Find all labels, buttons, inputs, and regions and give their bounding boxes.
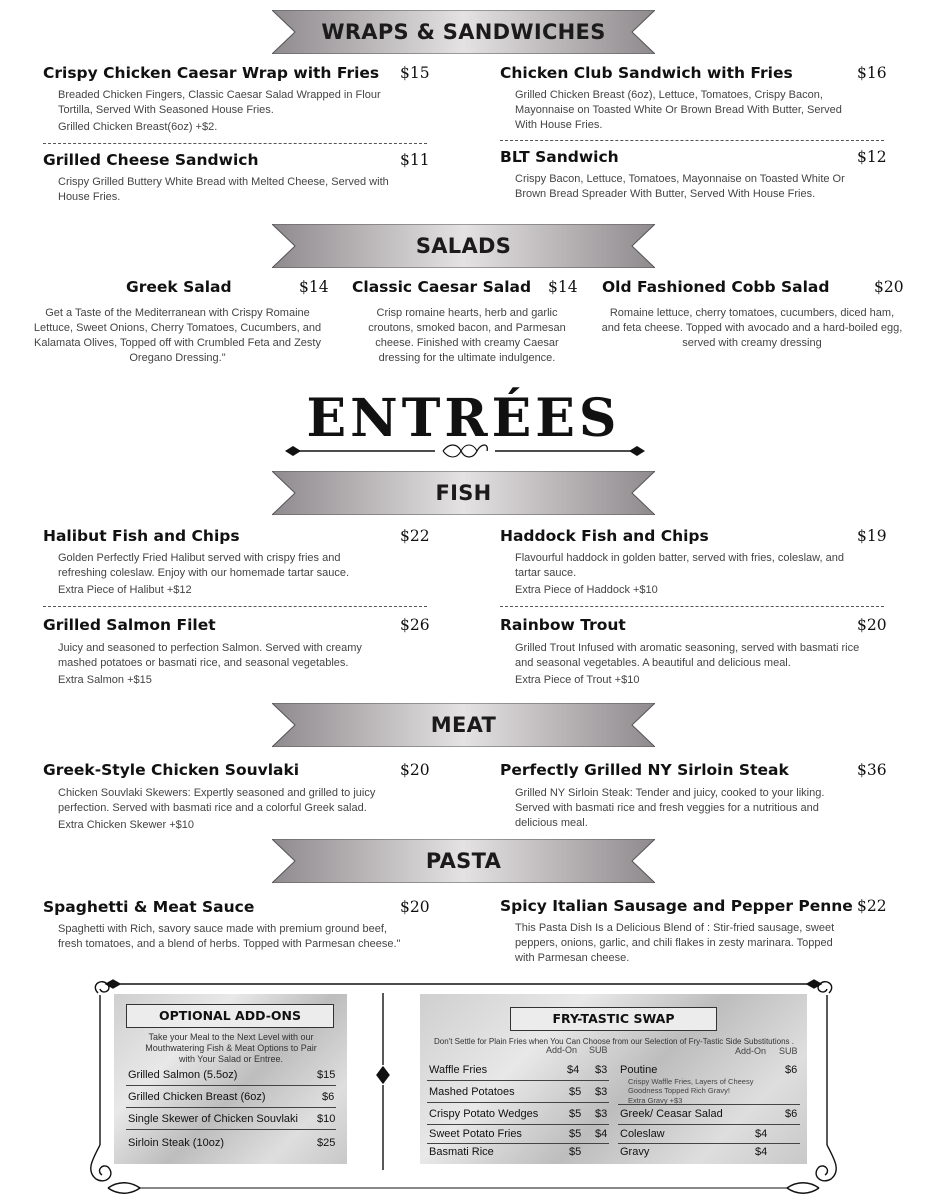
swap-item-name: Sweet Potato Fries (429, 1128, 522, 1140)
section-title-wraps: WRAPS & SANDWICHES (321, 20, 606, 44)
menu-item-name: Halibut Fish and Chips (43, 527, 240, 545)
divider (427, 1080, 609, 1081)
swap-item-name: Basmati Rice (429, 1146, 494, 1158)
menu-item-name: Old Fashioned Cobb Salad (602, 278, 830, 296)
column-header-sub: SUB (589, 1045, 608, 1055)
section-banner-fish (272, 471, 655, 515)
poutine-description: Crispy Waffle Fries, Layers of Cheesy Goodness Topped Rich Gravy! (628, 1077, 754, 1095)
fry-swap-intro: Don't Settle for Plain Fries when You Can Choose from our Selection of Fry-Tastic Side Substitutions . (434, 1037, 794, 1046)
menu-item-description: Chicken Souvlaki Skewers: Expertly seasoned and grilled to juicy perfection. Served with basmati rice and a colorful Greek salad. (58, 787, 376, 814)
menu-item-extra: Grilled Chicken Breast(6oz) +$2. (58, 121, 218, 133)
menu-item-name: Spicy Italian Sausage and Pepper Penne (500, 897, 853, 915)
swap-addon-price: $5 (569, 1128, 582, 1140)
menu-item-name: Grilled Salmon Filet (43, 616, 216, 634)
menu-item-price: $26 (400, 616, 430, 634)
menu-item-price: $20 (874, 278, 904, 296)
addon-name: Grilled Chicken Breast (6oz) (128, 1091, 266, 1103)
addon-name: Sirloin Steak (10oz) (128, 1137, 224, 1149)
menu-item-price: $20 (857, 616, 887, 634)
swap-sub-price: $3 (595, 1064, 608, 1076)
addon-name: Grilled Salmon (5.5oz) (128, 1069, 238, 1081)
menu-item-extra: Extra Chicken Skewer +$10 (58, 819, 195, 831)
ornamental-divider-icon (285, 440, 645, 462)
addon-price: $10 (317, 1113, 336, 1125)
addon-price: $6 (322, 1091, 335, 1103)
addon-name: Single Skewer of Chicken Souvlaki (128, 1113, 298, 1125)
column-header-addon: Add-On (546, 1045, 578, 1055)
swap-sub-price: $4 (595, 1128, 608, 1140)
menu-item-name: Rainbow Trout (500, 616, 626, 634)
menu-item-name: Chicken Club Sandwich with Fries (500, 64, 793, 82)
menu-item-description: Get a Taste of the Mediterranean with Crispy Romaine Lettuce, Sweet Onions, Cherry Tomatoes, Cucumbers, and Kalamata Olives, Topped off with Crumbled Feta and Zesty Oregano Dressing." (33, 307, 322, 364)
column-header-sub: SUB (779, 1046, 798, 1056)
menu-item-price: $16 (857, 64, 887, 82)
menu-item-description: Grilled Trout Infused with aromatic seasoning, served with basmati rice and seasonal vegetables. A beautiful and delicious meal. (515, 642, 860, 669)
menu-item-name: BLT Sandwich (500, 148, 619, 166)
section-title-meat: MEAT (430, 713, 497, 737)
menu-item-price: $14 (548, 278, 578, 296)
menu-item-name: Grilled Cheese Sandwich (43, 151, 259, 169)
swap-addon-price: $4 (567, 1064, 580, 1076)
divider (427, 1102, 609, 1103)
divider (618, 1104, 800, 1105)
swap-item-name: Greek/ Ceasar Salad (620, 1108, 723, 1120)
menu-item-name: Haddock Fish and Chips (500, 527, 709, 545)
addons-intro: Take your Meal to the Next Level with our Mouthwatering Fish & Meat Options to Pair with Your Salad or Entree. (145, 1032, 317, 1064)
poutine-extra: Extra Gravy +$3 (628, 1096, 683, 1105)
divider (126, 1107, 336, 1108)
menu-item-price: $15 (400, 64, 430, 82)
section-title-fish: FISH (435, 481, 492, 505)
menu-item-description: Golden Perfectly Fried Halibut served with crispy fries and refreshing coleslaw. Enjoy with our homemade tartar sauce. (58, 552, 350, 579)
menu-item-description: Romaine lettuce, cherry tomatoes, cucumbers, diced ham, and feta cheese. Topped with avocado and a hard-boiled egg, served with creamy dressing (601, 307, 903, 349)
menu-item-price: $36 (857, 761, 887, 779)
section-title-pasta: PASTA (425, 849, 502, 873)
swap-item-name: Gravy (620, 1146, 650, 1158)
menu-item-price: $20 (400, 898, 430, 916)
divider (43, 606, 427, 607)
divider (618, 1143, 800, 1144)
section-banner-wraps (272, 10, 655, 54)
menu-item-extra: Extra Piece of Trout +$10 (515, 674, 640, 686)
column-header-addon: Add-On (735, 1046, 767, 1056)
menu-item-description: Juicy and seasoned to perfection Salmon. Served with creamy mashed potatoes or basmati rice, and seasonal vegetables. (58, 642, 362, 669)
menu-item-description: Breaded Chicken Fingers, Classic Caesar Salad Wrapped in Flour Tortilla, Served With Seasoned House Fries. (58, 89, 381, 116)
menu-item-description: Grilled NY Sirloin Steak: Tender and juicy, cooked to your liking. Served with basmati rice and fresh veggies for a nutritious and delicious meal. (515, 787, 825, 829)
swap-addon-price: $4 (755, 1146, 768, 1158)
menu-item-name: Spaghetti & Meat Sauce (43, 898, 255, 916)
menu-item-name: Greek Salad (126, 278, 232, 296)
menu-item-extra: Extra Piece of Haddock +$10 (515, 584, 658, 596)
menu-item-price: $20 (400, 761, 430, 779)
menu-item-description: Crispy Bacon, Lettuce, Tomatoes, Mayonnaise on Toasted White Or Brown Bread Spreader With Butter, Served With House Fries. (515, 173, 845, 200)
swap-item-name: Coleslaw (620, 1128, 665, 1140)
divider (43, 143, 427, 144)
swap-addon-price: $4 (755, 1128, 768, 1140)
addon-price: $15 (317, 1069, 336, 1081)
menu-item-name: Classic Caesar Salad (352, 278, 532, 296)
swap-sub-price: $6 (785, 1108, 798, 1120)
menu-item-price: $12 (857, 148, 887, 166)
menu-item-description: Spaghetti with Rich, savory sauce made with premium ground beef, fresh tomatoes, and a blend of herbs. Topped with Parmesan cheese." (58, 923, 401, 950)
menu-item-name: Perfectly Grilled NY Sirloin Steak (500, 761, 789, 779)
section-title-salads: SALADS (415, 234, 512, 258)
menu-item-extra: Extra Piece of Halibut +$12 (58, 584, 192, 596)
swap-item-name: Poutine (620, 1064, 658, 1076)
menu-item-price: $14 (299, 278, 329, 296)
divider (126, 1129, 336, 1130)
swap-item-name: Waffle Fries (429, 1064, 488, 1076)
menu-item-description: Crisp romaine hearts, herb and garlic croutons, smoked bacon, and Parmesan cheese. Finished with creamy Caesar dressing for the ultimate indulgence. (368, 307, 566, 364)
swap-sub-price: $6 (785, 1064, 798, 1076)
menu-item-description: Flavourful haddock in golden batter, served with fries, coleslaw, and tartar sauce. (515, 552, 844, 579)
menu-item-price: $11 (400, 151, 430, 169)
swap-sub-price: $3 (595, 1086, 608, 1098)
swap-addon-price: $5 (569, 1086, 582, 1098)
fry-swap-title: FRY-TASTIC SWAP (510, 1007, 717, 1031)
divider (427, 1124, 609, 1125)
swap-item-name: Crispy Potato Wedges (429, 1108, 539, 1120)
menu-item-description: Crispy Grilled Buttery White Bread with Melted Cheese, Served with House Fries. (58, 176, 389, 203)
divider (500, 606, 884, 607)
menu-item-description: This Pasta Dish Is a Delicious Blend of : Stir-fried sausage, sweet peppers, onions, garlic, and chili flakes in zesty marinara. Topped with Parmesan cheese. (515, 922, 835, 964)
swap-addon-price: $5 (569, 1108, 582, 1120)
addon-price: $25 (317, 1137, 336, 1149)
menu-item-extra: Extra Salmon +$15 (58, 674, 152, 686)
divider (500, 140, 884, 141)
menu-item-name: Crispy Chicken Caesar Wrap with Fries (43, 64, 380, 82)
swap-sub-price: $3 (595, 1108, 608, 1120)
entrees-heading: ENTRÉES (306, 388, 621, 449)
section-banner-meat (272, 703, 655, 747)
swap-item-name: Mashed Potatoes (429, 1086, 515, 1098)
addons-title: OPTIONAL ADD-ONS (126, 1004, 334, 1028)
menu-item-price: $19 (857, 527, 887, 545)
menu-item-description: Grilled Chicken Breast (6oz), Lettuce, Tomatoes, Crispy Bacon, Mayonnaise on Toasted White Or Brown Bread With Butter, Served With House Fries. (515, 89, 842, 131)
divider (427, 1143, 609, 1144)
section-banner-salads (272, 224, 655, 268)
section-banner-pasta (272, 839, 655, 883)
divider (618, 1124, 800, 1125)
menu-item-name: Greek-Style Chicken Souvlaki (43, 761, 300, 779)
menu-item-price: $22 (857, 897, 887, 915)
swap-addon-price: $5 (569, 1146, 582, 1158)
menu-item-price: $22 (400, 527, 430, 545)
divider (126, 1085, 336, 1086)
